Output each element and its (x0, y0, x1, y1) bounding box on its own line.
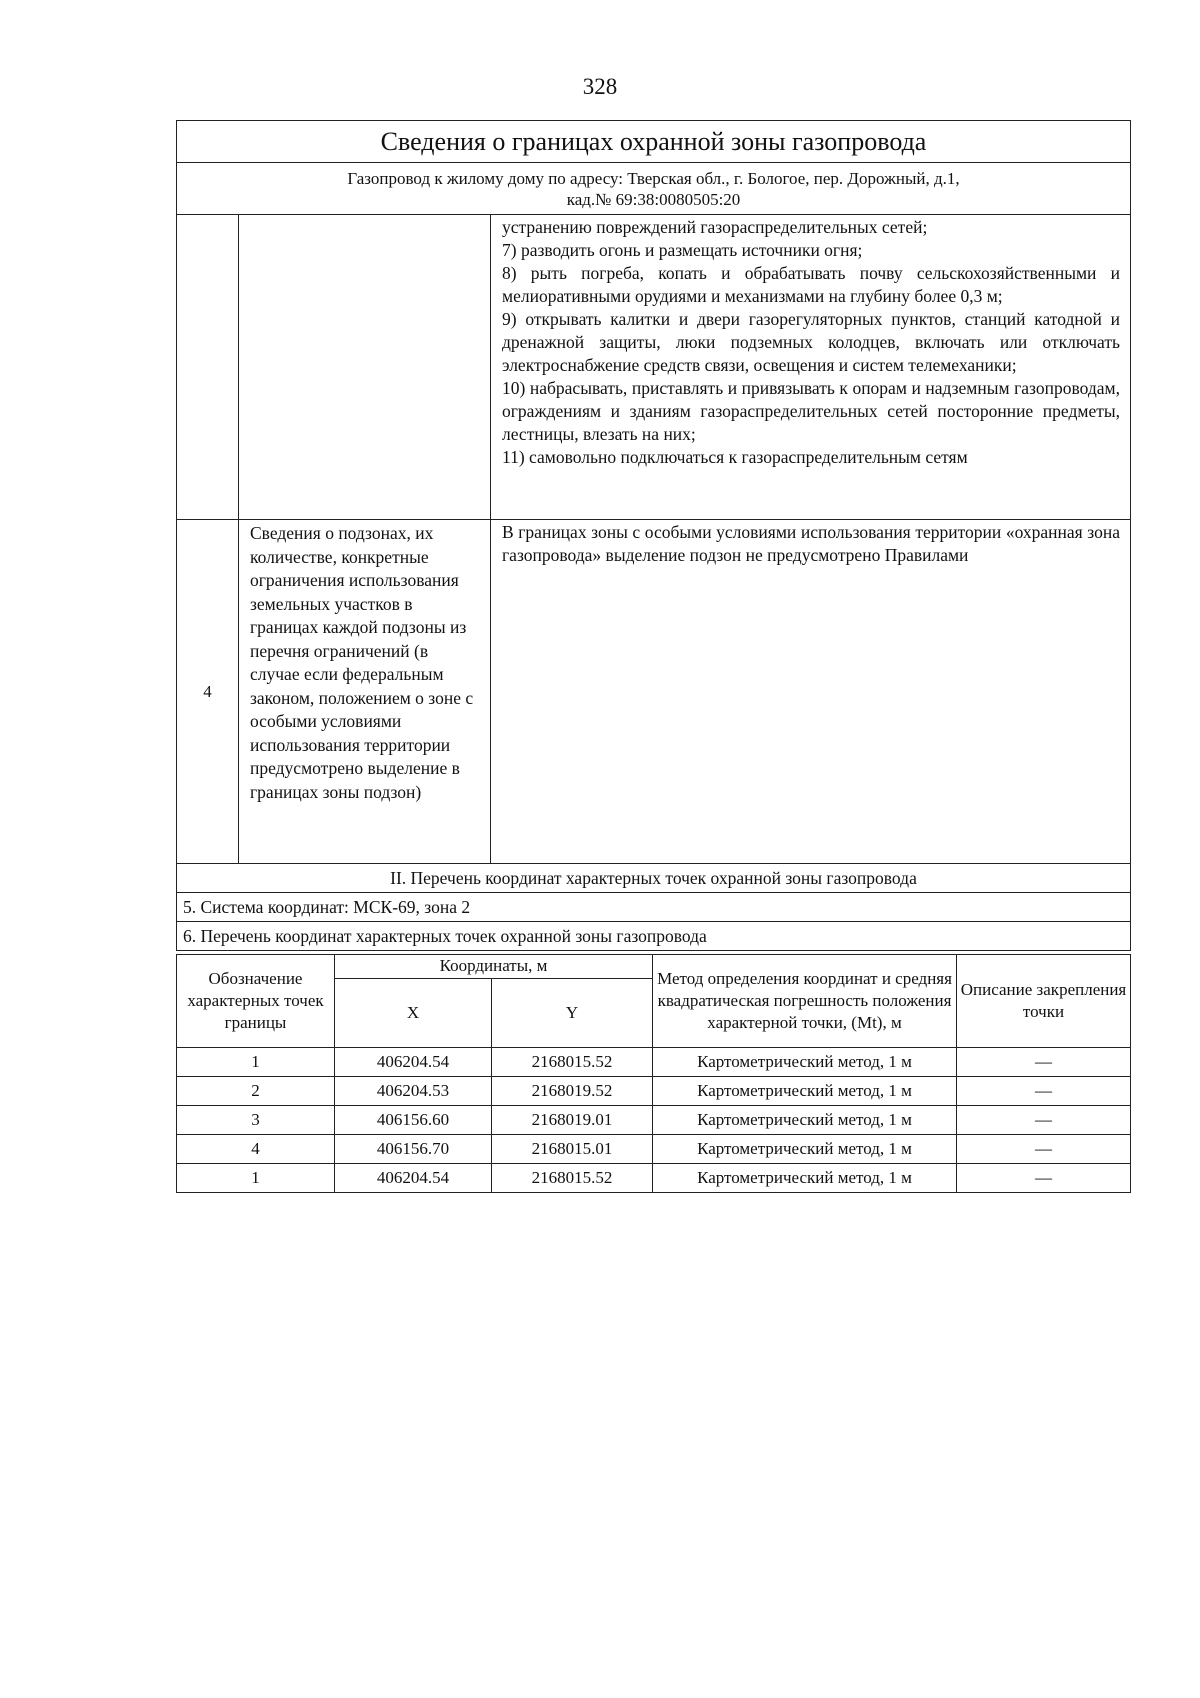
header-method (653, 955, 957, 1048)
zone-info-table (176, 120, 1131, 951)
cell-point: 4 (177, 1135, 335, 1164)
cell-y: 2168019.52 (492, 1077, 653, 1106)
subzone-label: Сведения о подзонах, их количестве, конкретные ограничения использования земельных участков в границах каждой подзоны из перечня ограничений (в случае если федеральным законом, положением о зоне с особыми условиями использования территории предусмотрено выделение в границах зоны подзон) (239, 520, 491, 864)
table-row (177, 1106, 1131, 1135)
cell-method: Картометрический метод, 1 м (653, 1077, 957, 1106)
restriction-item: 11) самовольно подключаться к газораспределительным сетям (502, 447, 968, 467)
table-row (177, 1164, 1131, 1193)
cell-x: 406204.54 (335, 1164, 492, 1193)
restriction-item: 10) набрасывать, приставлять и привязывать к опорам и надземным газопроводам, ограждениям и зданиям газораспределительных сетей посторонние предметы, лестницы, влезать на них; (502, 378, 1120, 444)
cell-x: 406156.70 (335, 1135, 492, 1164)
header-method-text: Метод определения координат и средняя квадратическая погрешность положения характерной точки, (Mt), м (657, 969, 952, 1032)
table-row (177, 1048, 1131, 1077)
cell-description: — (957, 1077, 1131, 1106)
table-row (177, 1135, 1131, 1164)
cell-y: 2168015.01 (492, 1135, 653, 1164)
row-number-empty (177, 215, 239, 520)
header-x: X (335, 978, 492, 1047)
cell-y: 2168019.01 (492, 1106, 653, 1135)
coordinates-table (176, 954, 1131, 1193)
points-list-title: 6. Перечень координат характерных точек охранной зоны газопровода (177, 922, 1131, 951)
cell-method: Картометрический метод, 1 м (653, 1164, 957, 1193)
cell-x: 406156.60 (335, 1106, 492, 1135)
cell-x: 406204.54 (335, 1048, 492, 1077)
section-title: II. Перечень координат характерных точек охранной зоны газопровода (177, 864, 1131, 893)
cell-point: 1 (177, 1164, 335, 1193)
restriction-item: 8) рыть погреба, копать и обрабатывать почву сельскохозяйственными и мелиоративными орудиями и механизмами на глубину более 0,3 м; (502, 263, 1120, 306)
pipeline-address (177, 163, 1131, 215)
cell-description: — (957, 1048, 1131, 1077)
restriction-item: 7) разводить огонь и размещать источники огня; (502, 240, 863, 260)
header-y: Y (492, 978, 653, 1047)
restriction-item: устранению повреждений газораспределительных сетей; (502, 217, 928, 237)
cell-x: 406204.53 (335, 1077, 492, 1106)
cell-point: 2 (177, 1077, 335, 1106)
document-title: Сведения о границах охранной зоны газопровода (177, 121, 1131, 163)
row-label-empty (239, 215, 491, 520)
cell-description: — (957, 1106, 1131, 1135)
cell-y: 2168015.52 (492, 1164, 653, 1193)
cell-method: Картометрический метод, 1 м (653, 1135, 957, 1164)
cell-method: Картометрический метод, 1 м (653, 1106, 957, 1135)
cell-point: 1 (177, 1048, 335, 1077)
cell-description: — (957, 1135, 1131, 1164)
restrictions-text (491, 215, 1131, 520)
header-point: Обозначение характерных точек границы (177, 955, 335, 1048)
row-number: 4 (177, 520, 239, 864)
restriction-item: 9) открывать калитки и двери газорегуляторных пунктов, станций катодной и дренажной защиты, люки подземных колодцев, включать или отключать электроснабжение средств связи, освещения и систем телемеханики; (502, 309, 1120, 375)
address-line: Газопровод к жилому дому по адресу: Тверская обл., г. Бологое, пер. Дорожный, д.1, (347, 168, 960, 188)
coordinate-system: 5. Система координат: МСК-69, зона 2 (177, 893, 1131, 922)
cadastral-number: кад.№ 69:38:0080505:20 (566, 189, 741, 209)
cell-y: 2168015.52 (492, 1048, 653, 1077)
table-row (177, 1077, 1131, 1106)
cell-point: 3 (177, 1106, 335, 1135)
header-description: Описание закрепления точки (957, 955, 1131, 1048)
cell-description: — (957, 1164, 1131, 1193)
page-number: 328 (582, 74, 618, 99)
header-coordinates: Координаты, м (335, 955, 653, 979)
cell-method: Картометрический метод, 1 м (653, 1048, 957, 1077)
subzone-text: В границах зоны с особыми условиями использования территории «охранная зона газопровода» выделение подзон не предусмотрено Правилами (491, 520, 1131, 864)
